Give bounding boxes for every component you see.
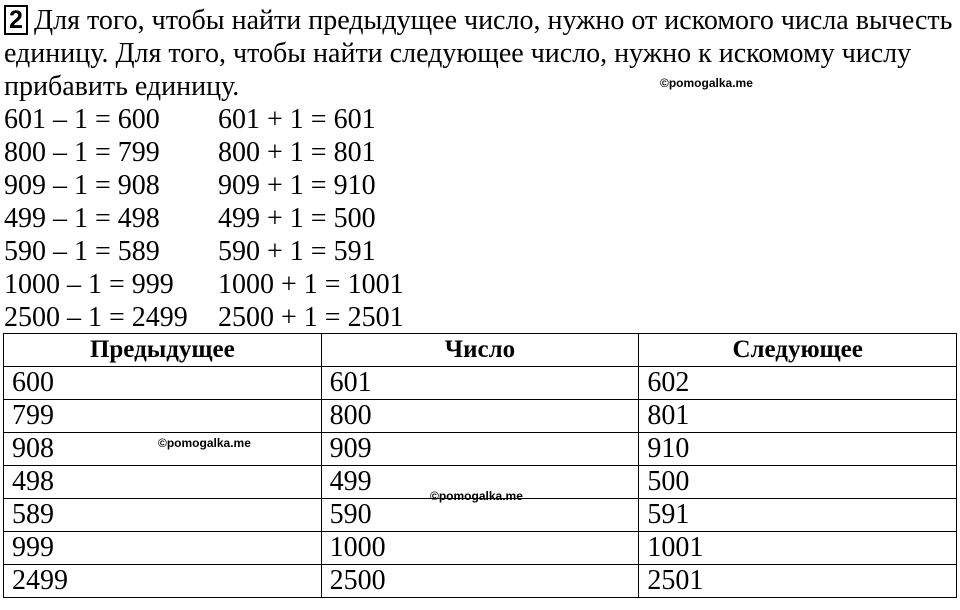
column-header-next: Следующее xyxy=(639,334,957,367)
task-text: Для того, чтобы найти предыдущее число, нужно от искомого числа вычесть единицу. Для того, чтобы найти следующее число, нужно к искомому числу прибавить единицу. xyxy=(4,5,953,102)
answer-table xyxy=(3,333,957,598)
cell-number: 2500 xyxy=(321,565,639,598)
cell-previous: 999 xyxy=(4,532,322,565)
equation-plus: 590 + 1 = 591 xyxy=(218,236,376,267)
equation-minus: 590 – 1 = 589 xyxy=(4,236,160,267)
cell-number: 590 xyxy=(321,499,639,532)
cell-previous: 600 xyxy=(4,367,322,400)
cell-number: 909 xyxy=(321,433,639,466)
watermark-table-left: ©pomogalka.me xyxy=(158,436,251,450)
table-row xyxy=(4,433,957,466)
cell-next: 500 xyxy=(639,466,957,499)
task-number-badge: 2 xyxy=(4,5,28,35)
cell-previous: 2499 xyxy=(4,565,322,598)
equation-minus: 499 – 1 = 498 xyxy=(4,203,160,234)
cell-previous: 908 xyxy=(4,433,322,466)
equation-minus: 601 – 1 = 600 xyxy=(4,104,160,135)
cell-next: 1001 xyxy=(639,532,957,565)
column-header-previous: Предыдущее xyxy=(4,334,322,367)
equation-plus: 601 + 1 = 601 xyxy=(218,104,376,135)
column-header-number: Число xyxy=(321,334,639,367)
cell-number: 601 xyxy=(321,367,639,400)
cell-next: 591 xyxy=(639,499,957,532)
table-row xyxy=(4,400,957,433)
cell-next: 910 xyxy=(639,433,957,466)
cell-number: 800 xyxy=(321,400,639,433)
equation-plus: 1000 + 1 = 1001 xyxy=(218,269,404,300)
table-row xyxy=(4,565,957,598)
table-row xyxy=(4,532,957,565)
cell-previous: 799 xyxy=(4,400,322,433)
watermark-table-center: ©pomogalka.me xyxy=(430,489,523,503)
equation-minus: 909 – 1 = 908 xyxy=(4,170,160,201)
cell-previous: 498 xyxy=(4,466,322,499)
equation-plus: 2500 + 1 = 2501 xyxy=(218,302,404,333)
equation-plus: 800 + 1 = 801 xyxy=(218,137,376,168)
cell-next: 602 xyxy=(639,367,957,400)
table-row xyxy=(4,499,957,532)
cell-previous: 589 xyxy=(4,499,322,532)
equation-plus: 499 + 1 = 500 xyxy=(218,203,376,234)
equation-minus: 800 – 1 = 799 xyxy=(4,137,160,168)
cell-next: 2501 xyxy=(639,565,957,598)
watermark-top: ©pomogalka.me xyxy=(660,76,753,90)
table-row xyxy=(4,367,957,400)
cell-number: 499 xyxy=(321,466,639,499)
equation-plus: 909 + 1 = 910 xyxy=(218,170,376,201)
equation-minus: 1000 – 1 = 999 xyxy=(4,269,174,300)
cell-number: 1000 xyxy=(321,532,639,565)
cell-next: 801 xyxy=(639,400,957,433)
table-header-row xyxy=(4,334,957,367)
equation-minus: 2500 – 1 = 2499 xyxy=(4,302,188,333)
task-statement xyxy=(4,4,954,103)
